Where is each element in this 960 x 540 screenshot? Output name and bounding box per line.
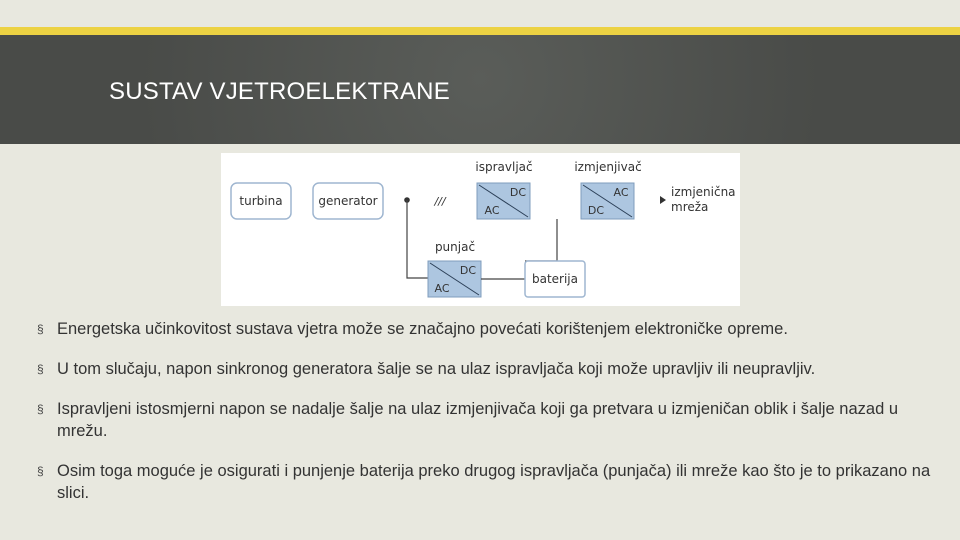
grid-label-line1: izmjenična <box>671 185 736 199</box>
charger-ac: AC <box>434 282 450 295</box>
bullet-item <box>37 460 937 504</box>
bullet-item <box>37 398 937 442</box>
bullet-item <box>37 318 937 340</box>
rectifier-ac: AC <box>484 204 500 217</box>
inverter-ac: AC <box>613 186 629 199</box>
bullet-text: Ispravljeni istosmjerni napon se nadalje šalje na ulaz izmjenjivača koji ga pretvara u izmjeničan oblik i šalje nazad u mrežu. <box>57 400 899 440</box>
charger-title: punjač <box>434 240 476 254</box>
top-accent-strip <box>0 27 960 35</box>
bullet-marker: § <box>37 402 44 416</box>
rectifier-title: ispravljač <box>475 160 533 174</box>
turbine-label: turbina <box>239 194 283 208</box>
bullet-text: Osim toga moguće je osigurati i punjenje baterija preko drugog ispravljača (punjača) ili mreže kao što je to prikazano na slici. <box>57 462 931 502</box>
bullet-marker: § <box>37 322 44 336</box>
generator-to-charger-line <box>407 200 428 278</box>
bullet-list <box>37 318 937 504</box>
slide-title: SUSTAV VJETROELEKTRANE <box>109 78 450 105</box>
generator-label: generator <box>318 194 378 208</box>
bullet-marker: § <box>37 464 44 478</box>
grid-label-line2: mreža <box>671 200 709 214</box>
three-phase-mark: /// <box>434 195 446 208</box>
diagram-svg <box>221 153 740 306</box>
battery-label: baterija <box>531 272 579 286</box>
rectifier-dc: DC <box>509 186 527 199</box>
bullet-text: Energetska učinkovitost sustava vjetra može se značajno povećati korištenjem elektroničke opreme. <box>57 320 788 338</box>
grid-arrow <box>660 196 666 204</box>
bullet-marker: § <box>37 362 44 376</box>
dc-bus-to-battery-line <box>525 219 557 261</box>
bullet-item <box>37 358 937 380</box>
wind-system-diagram <box>221 153 740 306</box>
inverter-dc: DC <box>587 204 605 217</box>
inverter-title: izmjenjivač <box>574 160 642 174</box>
charger-dc: DC <box>459 264 477 277</box>
bullet-text: U tom slučaju, napon sinkronog generatora šalje se na ulaz ispravljača koji može upravljiv ili neupravljiv. <box>57 360 816 378</box>
